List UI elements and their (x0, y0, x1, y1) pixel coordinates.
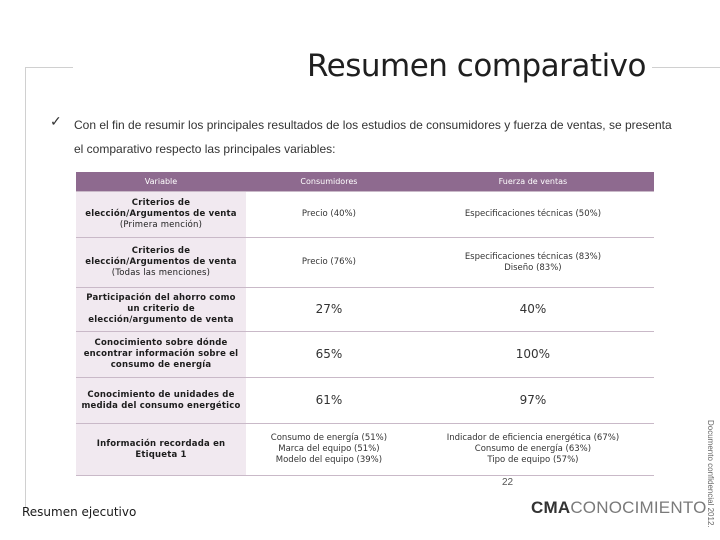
cell-fuerza-ventas (412, 238, 654, 288)
cell-line: Modelo del equipo (39%) (275, 455, 383, 465)
cell-consumidores: 65% (315, 347, 343, 361)
intro-text: Con el fin de resumir los principales resultados de los estudios de consumidores y fuerza de ventas, se presenta el comparativo respecto las principales variables: (74, 118, 672, 156)
side-note (705, 420, 719, 528)
page-number: 22 (502, 477, 514, 488)
row-label: Información recordada en Etiqueta 1 (76, 424, 246, 476)
frame-top-right-line (652, 67, 720, 68)
table-row (76, 288, 654, 332)
cell-consumidores: Precio (40%) (301, 209, 356, 219)
cell-line: Consumo de energía (51%) (270, 433, 388, 443)
cell-line: Tipo de equipo (57%) (487, 455, 579, 465)
row-label: Conocimiento sobre dónde encontrar información sobre el consumo de energía (76, 332, 246, 378)
comparison-table (76, 172, 654, 476)
cell-line: Consumo de energía (63%) (474, 444, 592, 454)
logo-part-b: CONOCIMIENTO (570, 498, 707, 517)
frame-top-left-line (25, 67, 73, 68)
side-note-text: Documento confidencial 2012. (706, 420, 715, 528)
table-row (76, 332, 654, 378)
logo-part-a: CMA (531, 498, 571, 517)
frame-left-line (25, 67, 26, 507)
checkmark-icon: ✓ (50, 113, 62, 129)
header-consumidores: Consumidores (246, 172, 412, 192)
header-variable: Variable (76, 172, 246, 192)
cell-consumidores (246, 424, 412, 476)
footer-section-label: Resumen ejecutivo (22, 505, 137, 519)
row-sublabel: (Todas las menciones) (111, 268, 211, 278)
row-sublabel: (Primera mención) (119, 220, 203, 230)
cell-consumidores: Precio (76%) (301, 257, 356, 267)
row-label-text: Criterios de elección/Argumentos de venta (85, 246, 237, 267)
cell-line: Indicador de eficiencia energética (67%) (446, 433, 620, 443)
row-label (76, 238, 246, 288)
cell-consumidores: 27% (315, 302, 343, 316)
cell-fuerza-ventas: 97% (519, 393, 547, 407)
cell-fuerza-ventas: Especificaciones técnicas (50%) (464, 209, 602, 219)
cell-consumidores: 61% (315, 393, 343, 407)
row-label: Participación del ahorro como un criterio de elección/argumento de venta (76, 288, 246, 332)
cell-line: Diseño (83%) (504, 262, 562, 273)
table-row (76, 378, 654, 424)
header-fuerza-ventas: Fuerza de ventas (412, 172, 654, 192)
row-label: Conocimiento de unidades de medida del consumo energético (76, 378, 246, 424)
cell-line: Especificaciones técnicas (83%) (464, 251, 602, 262)
cell-line: Marca del equipo (51%) (278, 444, 380, 454)
page-title: Resumen comparativo (307, 48, 646, 84)
cell-fuerza-ventas: 40% (519, 302, 547, 316)
cell-fuerza-ventas: 100% (515, 347, 551, 361)
row-label-text: Criterios de elección/Argumentos de venta (85, 198, 237, 219)
table-row (76, 192, 654, 238)
table-row (76, 424, 654, 476)
row-label (76, 192, 246, 238)
table-row (76, 238, 654, 288)
company-logo (531, 498, 707, 518)
cell-fuerza-ventas (412, 424, 654, 476)
